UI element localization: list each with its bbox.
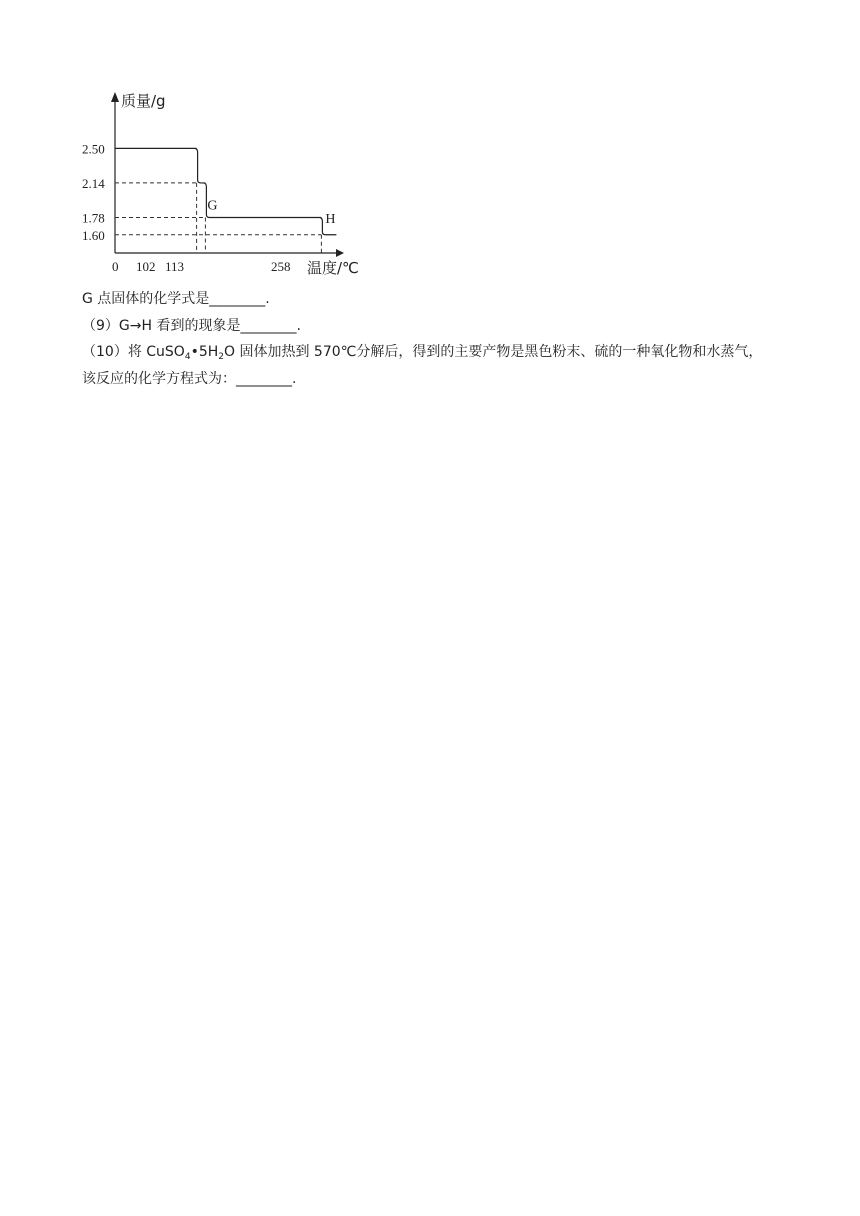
q10-sub-2: 2 [218, 352, 224, 362]
point-label-h: H [325, 211, 336, 227]
question-g-formula: G 点固体的化学式是________. [82, 291, 270, 307]
q10-text-c: O 固体加热到 570℃分解后，得到的主要产物是黑色粉末、硫的一种氧化物和水蒸气， [224, 344, 763, 360]
q10-sub-1: 4 [184, 352, 191, 362]
q10-text-b: •5H [190, 344, 219, 360]
x-tick-label: 0 [112, 259, 119, 274]
y-axis-arrow [111, 92, 119, 102]
chart-svg [78, 86, 368, 286]
y-tick-label: 2.50 [82, 141, 105, 157]
mass-temperature-chart [78, 86, 368, 286]
mass-curve [115, 148, 336, 234]
x-tick-label: 258 [271, 259, 291, 274]
y-axis-label: 质量/g [121, 92, 166, 110]
y-tick-label: 1.60 [82, 227, 105, 243]
x-axis-label: 温度/℃ [307, 259, 359, 277]
q10-text-a: （10）将 CuSO [82, 344, 185, 360]
question-10 [82, 342, 762, 362]
y-tick-label: 1.78 [82, 210, 105, 226]
point-label-g: G [207, 198, 218, 214]
x-tick-label: 113 [165, 259, 185, 274]
question-10-equation: 该反应的化学方程式为：________. [82, 371, 297, 387]
x-tick-label: 102 [136, 259, 156, 274]
question-9: （9）G→H 看到的现象是________. [82, 318, 301, 334]
y-tick-label: 2.14 [82, 175, 105, 191]
x-axis-arrow [336, 249, 344, 257]
